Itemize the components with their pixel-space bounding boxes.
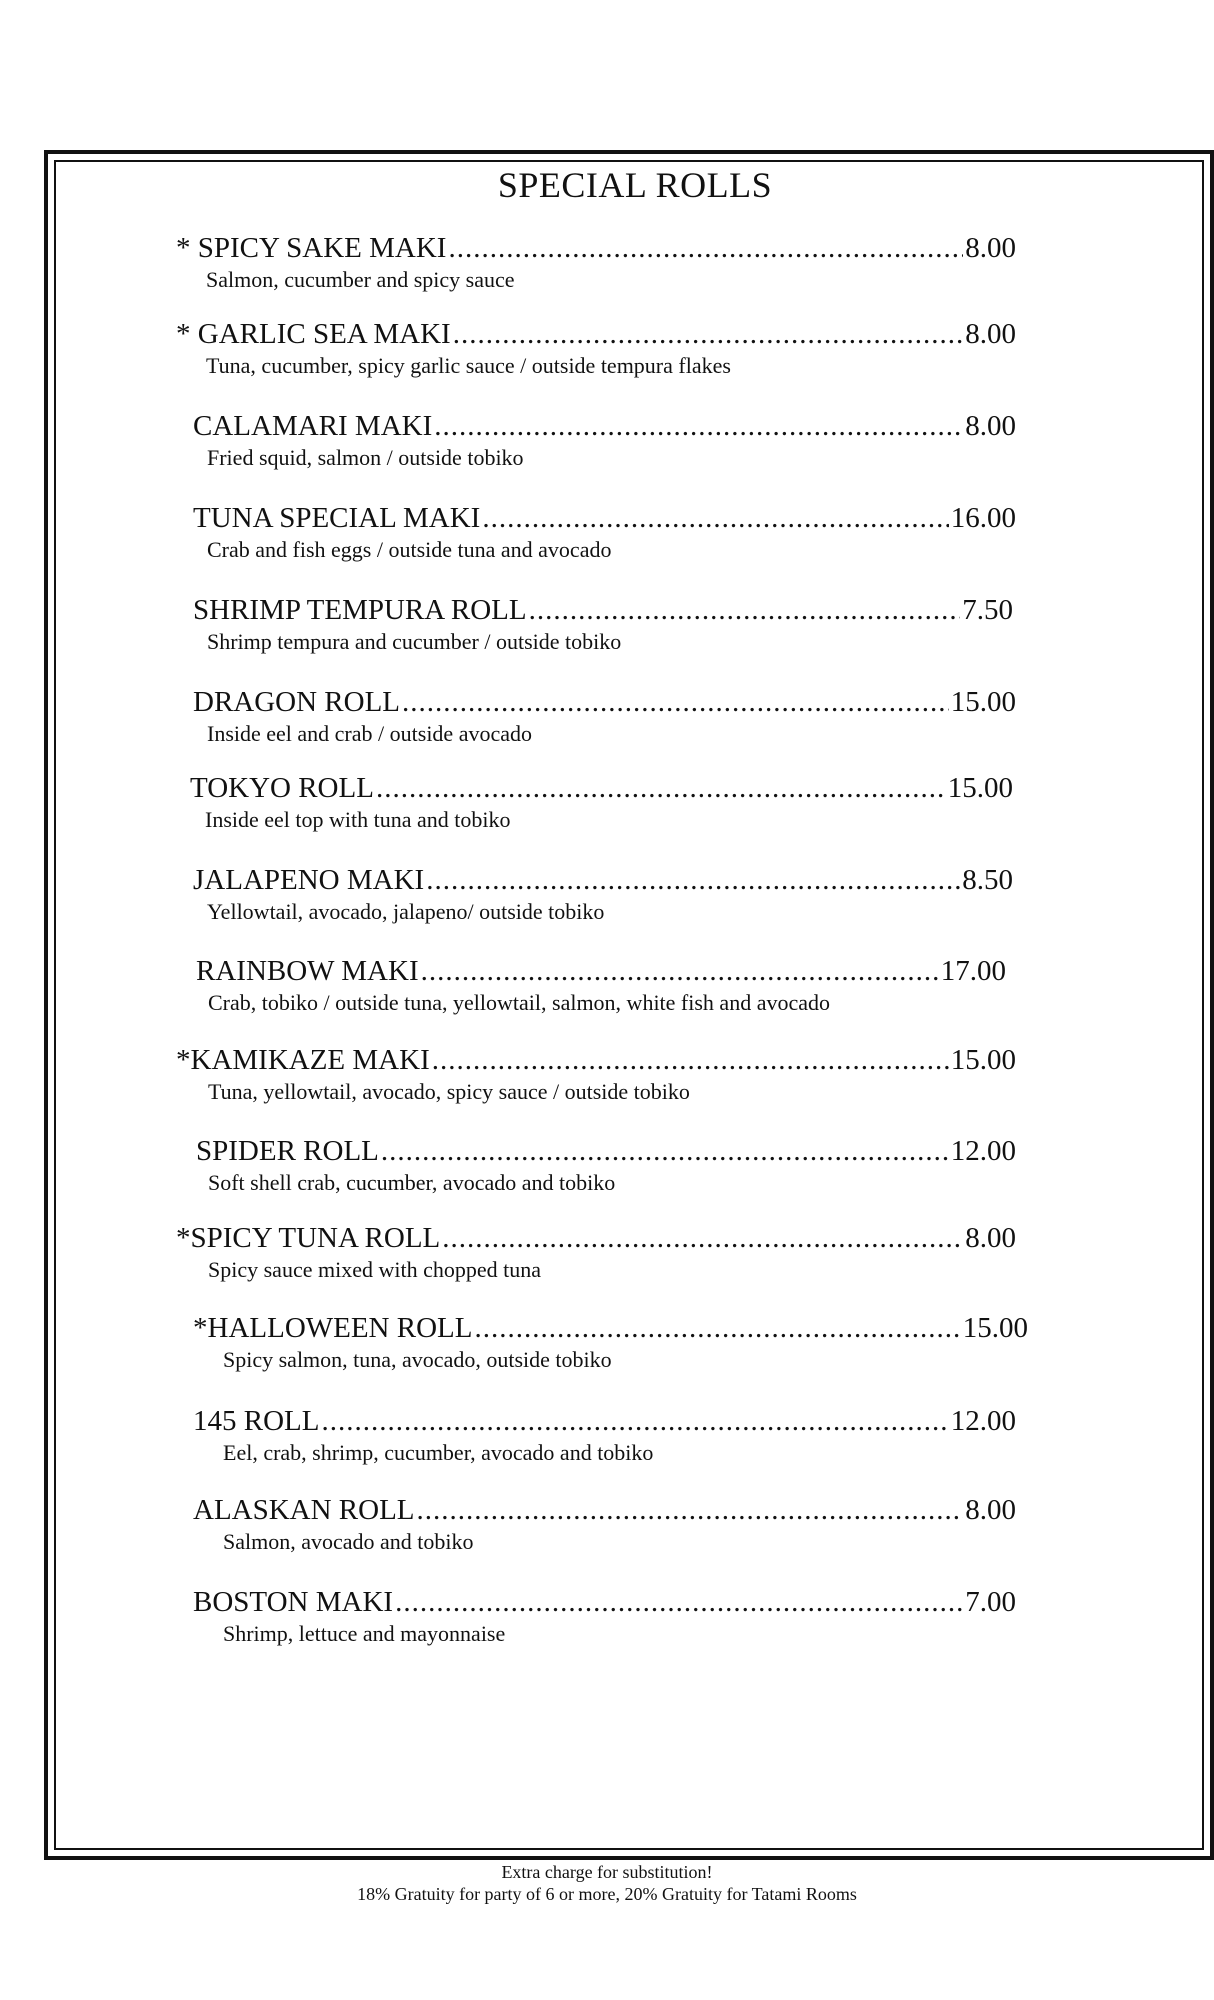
dot-leader: [381, 1135, 949, 1168]
menu-item-name: TUNA SPECIAL MAKI: [193, 502, 481, 534]
menu-item-price: 12.00: [950, 1135, 1016, 1167]
menu-item-line: [193, 1586, 1016, 1619]
menu-item-description: Tuna, yellowtail, avocado, spicy sauce / outside tobiko: [208, 1079, 690, 1104]
menu-item-line: [193, 1312, 1028, 1345]
menu-item-name: * SPICY SAKE MAKI: [176, 232, 447, 264]
menu-item: [193, 502, 1016, 563]
menu-item-description: Yellowtail, avocado, jalapeno/ outside tobiko: [207, 899, 605, 924]
menu-item: [193, 1405, 1016, 1466]
dot-leader: [395, 1586, 963, 1619]
menu-item-name: RAINBOW MAKI: [196, 955, 419, 987]
menu-item-description: Shrimp, lettuce and mayonnaise: [223, 1621, 506, 1646]
menu-item-description: Crab, tobiko / outside tuna, yellowtail, salmon, white fish and avocado: [208, 990, 830, 1015]
dot-leader: [321, 1405, 948, 1438]
footer-substitution-note: Extra charge for substitution!: [501, 1862, 713, 1882]
menu-item-price: 8.00: [965, 1494, 1016, 1526]
menu-item-name: SHRIMP TEMPURA ROLL: [193, 594, 527, 626]
menu-item-price: 17.00: [940, 955, 1006, 987]
menu-item-price: 15.00: [950, 1044, 1016, 1076]
menu-item: [193, 864, 1013, 925]
menu-item-line: [196, 955, 1006, 988]
menu-item: [193, 686, 1016, 747]
menu-item-line: [193, 686, 1016, 719]
menu-item: [176, 1044, 1016, 1105]
menu-item-line: [190, 772, 1013, 805]
menu-item-name: BOSTON MAKI: [193, 1586, 394, 1618]
menu-item-line: [193, 502, 1016, 535]
menu-item: [196, 1135, 1016, 1196]
menu-item-name: SPIDER ROLL: [196, 1135, 379, 1167]
menu-item-description: Salmon, avocado and tobiko: [223, 1529, 474, 1554]
menu-item-line: [193, 410, 1016, 443]
dot-leader: [432, 1044, 949, 1077]
menu-item-name: TOKYO ROLL: [190, 772, 374, 804]
menu-item-price: 15.00: [962, 1312, 1028, 1344]
dot-leader: [402, 686, 949, 719]
menu-item-name: *KAMIKAZE MAKI: [176, 1044, 430, 1076]
menu-item-name: 145 ROLL: [193, 1405, 320, 1437]
menu-item-description: Fried squid, salmon / outside tobiko: [207, 445, 524, 470]
menu-item-price: 8.00: [965, 410, 1016, 442]
menu-item: [196, 955, 1006, 1016]
menu-item-name: ALASKAN ROLL: [193, 1494, 415, 1526]
menu-item-description: Inside eel top with tuna and tobiko: [205, 807, 511, 832]
menu-item-price: 7.00: [965, 1586, 1016, 1618]
menu-item: [190, 772, 1013, 833]
menu-item-description: Salmon, cucumber and spicy sauce: [206, 267, 515, 292]
menu-item-price: 8.00: [965, 1222, 1016, 1254]
menu-item: [193, 1586, 1016, 1647]
menu-item-price: 8.50: [962, 864, 1013, 896]
menu-item-line: [176, 232, 1016, 265]
dot-leader: [434, 410, 963, 443]
menu-item-line: [176, 318, 1016, 351]
menu-item-name: * GARLIC SEA MAKI: [176, 318, 451, 350]
menu-item-price: 7.50: [962, 594, 1013, 626]
dot-leader: [442, 1222, 963, 1255]
menu-item: [193, 594, 1013, 655]
menu-item-line: [193, 1494, 1016, 1527]
menu-item-description: Soft shell crab, cucumber, avocado and tobiko: [208, 1170, 616, 1195]
menu-item-price: 8.00: [965, 318, 1016, 350]
menu-item-line: [193, 594, 1013, 627]
menu-item-description: Spicy salmon, tuna, avocado, outside tobiko: [223, 1347, 612, 1372]
menu-item-line: [176, 1044, 1016, 1077]
menu-item-price: 8.00: [965, 232, 1016, 264]
menu-item-description: Spicy sauce mixed with chopped tuna: [208, 1257, 541, 1282]
dot-leader: [474, 1312, 960, 1345]
dot-leader: [448, 232, 963, 265]
dot-leader: [482, 502, 948, 535]
menu-item: [193, 1312, 1028, 1373]
dot-leader: [376, 772, 946, 805]
dot-leader: [417, 1494, 964, 1527]
menu-item-description: Eel, crab, shrimp, cucumber, avocado and tobiko: [223, 1440, 654, 1465]
dot-leader: [529, 594, 961, 627]
menu-item-description: Crab and fish eggs / outside tuna and avocado: [207, 537, 612, 562]
menu-item-name: *HALLOWEEN ROLL: [193, 1312, 473, 1344]
menu-item: [176, 232, 1016, 293]
page-title: SPECIAL ROLLS: [497, 165, 773, 205]
menu-item-price: 16.00: [950, 502, 1016, 534]
menu-item-name: CALAMARI MAKI: [193, 410, 433, 442]
menu-item-name: DRAGON ROLL: [193, 686, 401, 718]
menu-item-line: [193, 1405, 1016, 1438]
menu-item-name: *SPICY TUNA ROLL: [176, 1222, 441, 1254]
menu-item: [176, 1222, 1016, 1283]
footer-gratuity-note: 18% Gratuity for party of 6 or more, 20% Gratuity for Tatami Rooms: [357, 1884, 857, 1904]
menu-item-name: JALAPENO MAKI: [193, 864, 425, 896]
menu-item-price: 12.00: [950, 1405, 1016, 1437]
menu-item-description: Inside eel and crab / outside avocado: [207, 721, 532, 746]
menu-item-description: Shrimp tempura and cucumber / outside tobiko: [207, 629, 622, 654]
dot-leader: [426, 864, 960, 897]
menu-item-price: 15.00: [950, 686, 1016, 718]
dot-leader: [421, 955, 939, 988]
menu-item: [176, 318, 1016, 379]
menu-item-line: [196, 1135, 1016, 1168]
menu-item: [193, 1494, 1016, 1555]
menu-item-description: Tuna, cucumber, spicy garlic sauce / outside tempura flakes: [206, 353, 731, 378]
menu-item-price: 15.00: [947, 772, 1013, 804]
menu-item-line: [193, 864, 1013, 897]
menu-item-line: [176, 1222, 1016, 1255]
dot-leader: [453, 318, 964, 351]
menu-item: [193, 410, 1016, 471]
